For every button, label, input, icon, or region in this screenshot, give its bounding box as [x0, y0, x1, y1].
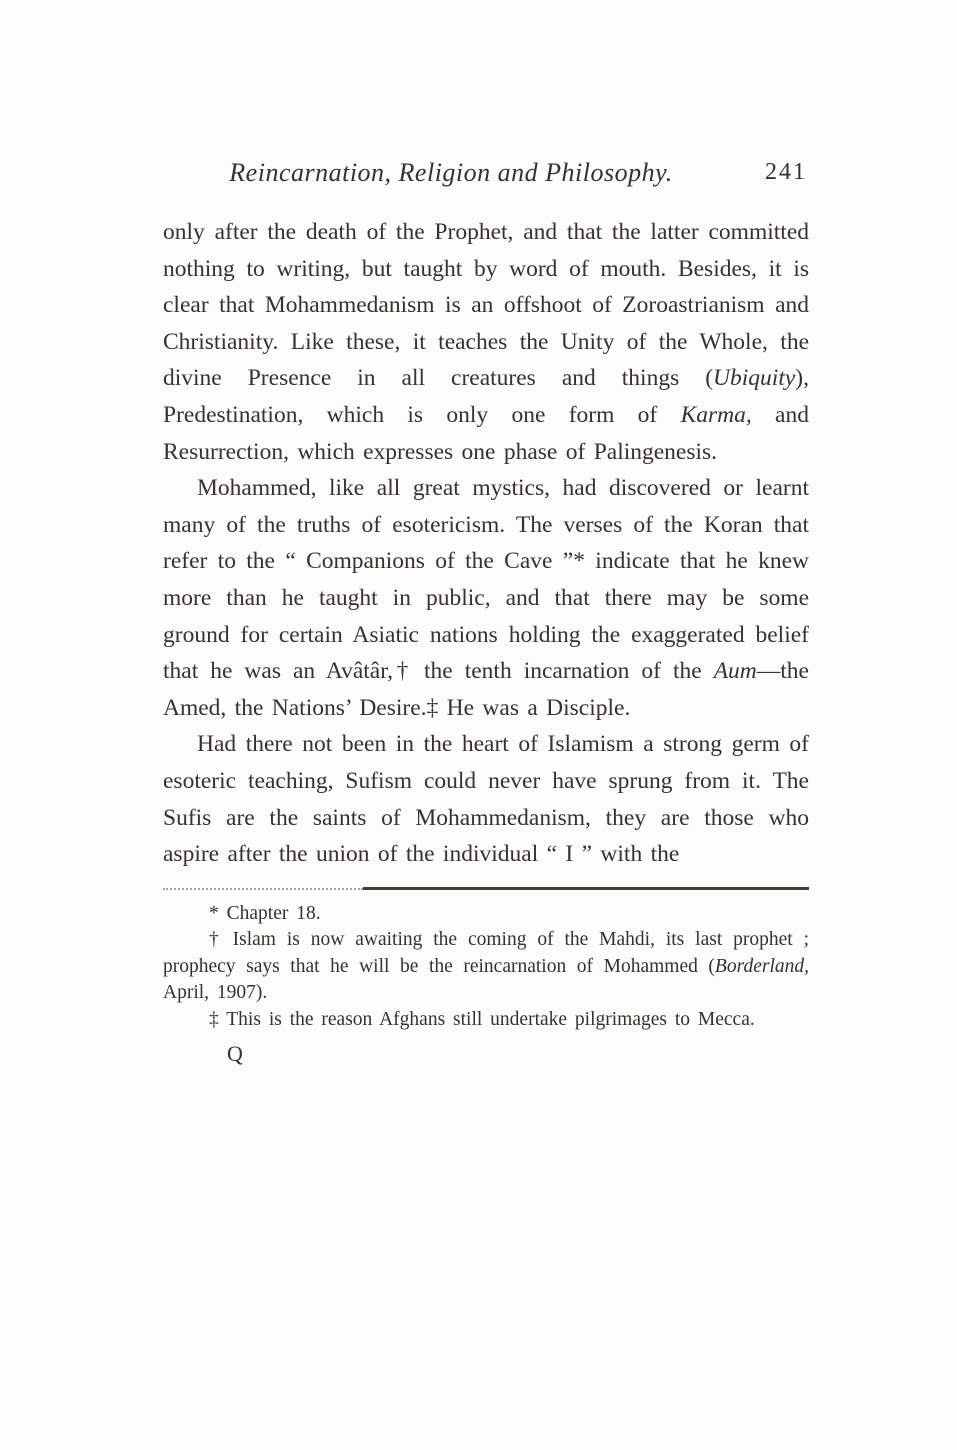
italic-text-segment: Ubiquity — [713, 365, 796, 392]
footnote-rule-dotted-segment — [163, 888, 363, 890]
text-segment: Had there not been in the heart of Islamism a strong germ of esoteric teaching, Sufism could never have sprung from it. The Sufis are the saints of Mohammedanism, they are those who aspire after the union of the individual “ I ” with the — [163, 731, 809, 868]
footnote — [163, 901, 809, 928]
running-title: Reincarnation, Religion and Philosophy. — [229, 158, 673, 187]
text-segment: Mohammed, like all great mystics, had discovered or learnt many of the truths of esotericism. The verses of the Koran that refer to the “ Companions of the Cave ”* indicate that he knew more than he taught in public, and that there may be some ground for certain Asiatic nations holding the exaggerated belief that he was an Avâtâr,† the tenth incarnation of the — [163, 475, 809, 685]
signature-mark: Q — [227, 1041, 243, 1067]
text-block — [163, 158, 809, 1067]
text-segment: only after the death of the Prophet, and that the latter committed nothing to writing, but taught by word of mouth. Besides, it is clear that Mohammedanism is an offshoot of Zoroastrianism and Christianity. Like these, it teaches the Unity of the Whole, the divine Presence in all creatures and things ( — [163, 219, 809, 392]
paragraph — [163, 214, 809, 470]
footnote-rule-solid-segment — [363, 887, 809, 890]
text-segment: * Chapter 18. — [209, 902, 321, 924]
text-segment: ), Predestination, which is only one form of — [163, 365, 809, 428]
text-segment: ‡ This is the reason Afghans still undertake pilgrimages to Mecca. — [209, 1008, 755, 1030]
footnote — [163, 927, 809, 1007]
text-segment: and Resurrection, which expresses one phase of Palingenesis. — [163, 401, 809, 465]
italic-text-segment: Aum — [713, 658, 757, 685]
paragraph — [163, 726, 809, 872]
text-segment: April, 1907). — [163, 982, 268, 1004]
italic-text-segment: Borderland, — [714, 955, 809, 977]
footnote-rule — [163, 887, 809, 891]
text-segment: —the Amed, the Nations’ Desire.‡ He was a Disciple. — [163, 658, 809, 721]
footnote — [163, 1007, 809, 1034]
paragraph — [163, 470, 809, 726]
italic-text-segment: Karma, — [680, 401, 752, 428]
text-segment: † Islam is now awaiting the coming of the Mahdi, its last prophet ; prophecy says that he will be the reincarnation of Mohammed ( — [163, 929, 809, 977]
body-text — [163, 214, 809, 873]
footnotes — [163, 901, 809, 1034]
running-head — [163, 158, 809, 188]
page-number: 241 — [765, 159, 807, 185]
